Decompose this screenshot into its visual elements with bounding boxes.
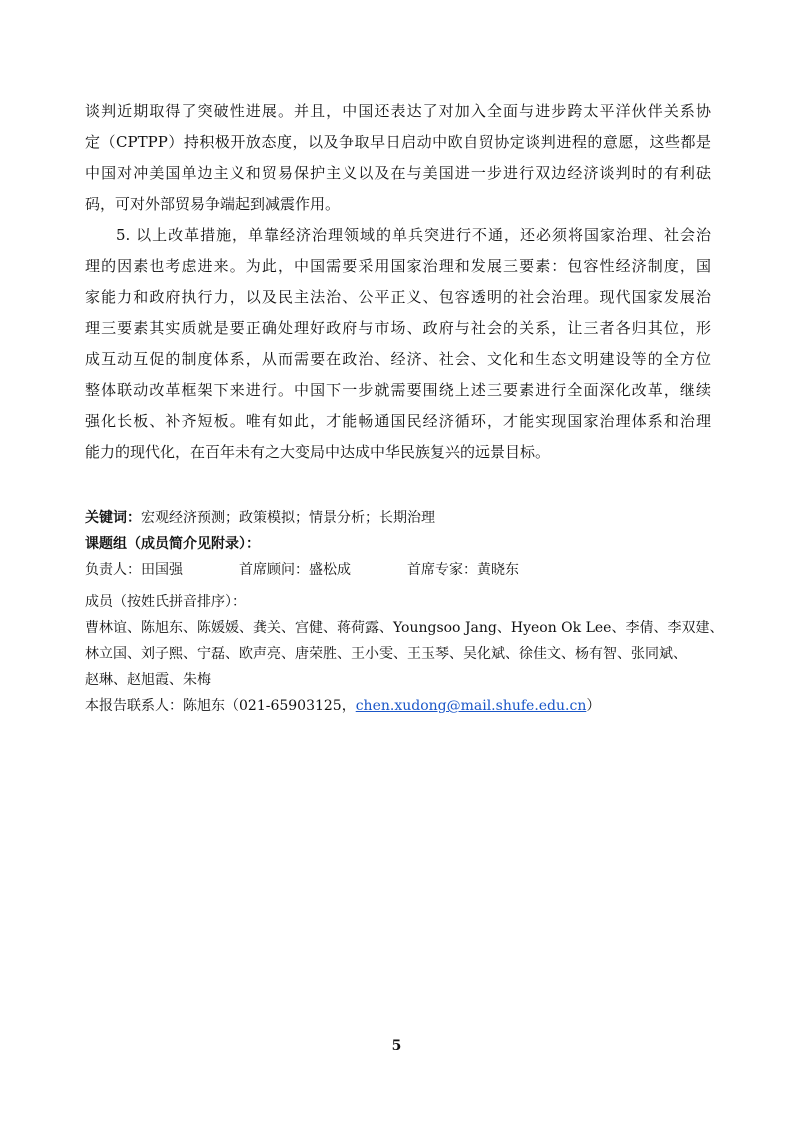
contact-email-link[interactable]: chen.xudong@mail.shufe.edu.cn — [355, 698, 587, 714]
keywords-row — [85, 505, 725, 531]
paragraph-line: 家能力和政府执行力，以及民主法治、公平正义、包容透明的社会治理。现代国家发展治 — [85, 288, 711, 306]
paragraph-line: 理三要素其实质就是要正确处理好政府与市场、政府与社会的关系，让三者各归其位，形 — [85, 319, 711, 337]
paragraph-line: 整体联动改革框架下来进行。中国下一步就需要围绕上述三要素进行全面深化改革，继续 — [85, 381, 711, 399]
paragraph-line: 强化长板、补齐短板。唯有如此，才能畅通国民经济循环，才能实现国家治理体系和治理 — [85, 412, 711, 430]
paragraph-line: 成互动互促的制度体系，从而需要在政治、经济、社会、文化和生态文明建设等的全方位 — [85, 350, 711, 368]
paragraph-line: 定（CPTPP）持积极开放态度，以及争取早日启动中欧自贸协定谈判进程的意愿，这些都是 — [85, 133, 711, 151]
paragraph-line: 中国对冲美国单边主义和贸易保护主义以及在与美国进一步进行双边经济谈判时的有利砝 — [85, 164, 711, 182]
head-of-group: 负责人：田国强 — [85, 562, 183, 578]
keywords-value: 宏观经济预测；政策模拟；情景分析；长期治理 — [141, 510, 435, 526]
continued-paragraph — [85, 96, 711, 220]
contact-row — [85, 693, 725, 719]
report-metadata — [85, 505, 725, 719]
body-text — [85, 96, 711, 468]
group-title: 课题组（成员简介见附录）： — [85, 536, 260, 552]
paragraph-line: 理的因素也考虑进来。为此，中国需要采用国家治理和发展三要素：包容性经济制度，国 — [85, 257, 711, 275]
members-line: 林立国、刘子熙、宁磊、欧声亮、唐荣胜、王小雯、王玉琴、吴化斌、徐佳文、杨有智、张同斌、 — [85, 646, 687, 662]
paragraph-line: 能力的现代化，在百年未有之大变局中达成中华民族复兴的远景目标。 — [85, 443, 551, 461]
chief-advisor: 首席顾问：盛松成 — [239, 562, 351, 578]
paragraph-line: 码，可对外部贸易争端起到减震作用。 — [85, 195, 341, 213]
paragraph-line: 5. 以上改革措施，单靠经济治理领域的单兵突进行不通，还必须将国家治理、社会治 — [116, 226, 711, 244]
paragraph-line: 谈判近期取得了突破性进展。并且，中国还表达了对加入全面与进步跨太平洋伙伴关系协 — [85, 102, 711, 120]
contact-prefix: 本报告联系人：陈旭东（021-65903125， — [85, 698, 356, 714]
point-5-paragraph — [85, 220, 711, 468]
chief-expert: 首席专家：黄晓东 — [407, 562, 519, 578]
members-line: 曹林谊、陈旭东、陈媛媛、龚关、宫健、蒋荷露、Youngsoo Jang、Hyeon Ok Lee、李倩、李双建、 — [85, 620, 724, 636]
page-number: 5 — [391, 1038, 402, 1054]
members-line: 赵琳、赵旭霞、朱梅 — [85, 672, 211, 688]
contact-suffix: ） — [586, 698, 601, 714]
members-title: 成员（按姓氏拼音排序）： — [85, 594, 246, 610]
leaders-row — [85, 557, 725, 583]
keywords-label: 关键词： — [85, 510, 141, 526]
